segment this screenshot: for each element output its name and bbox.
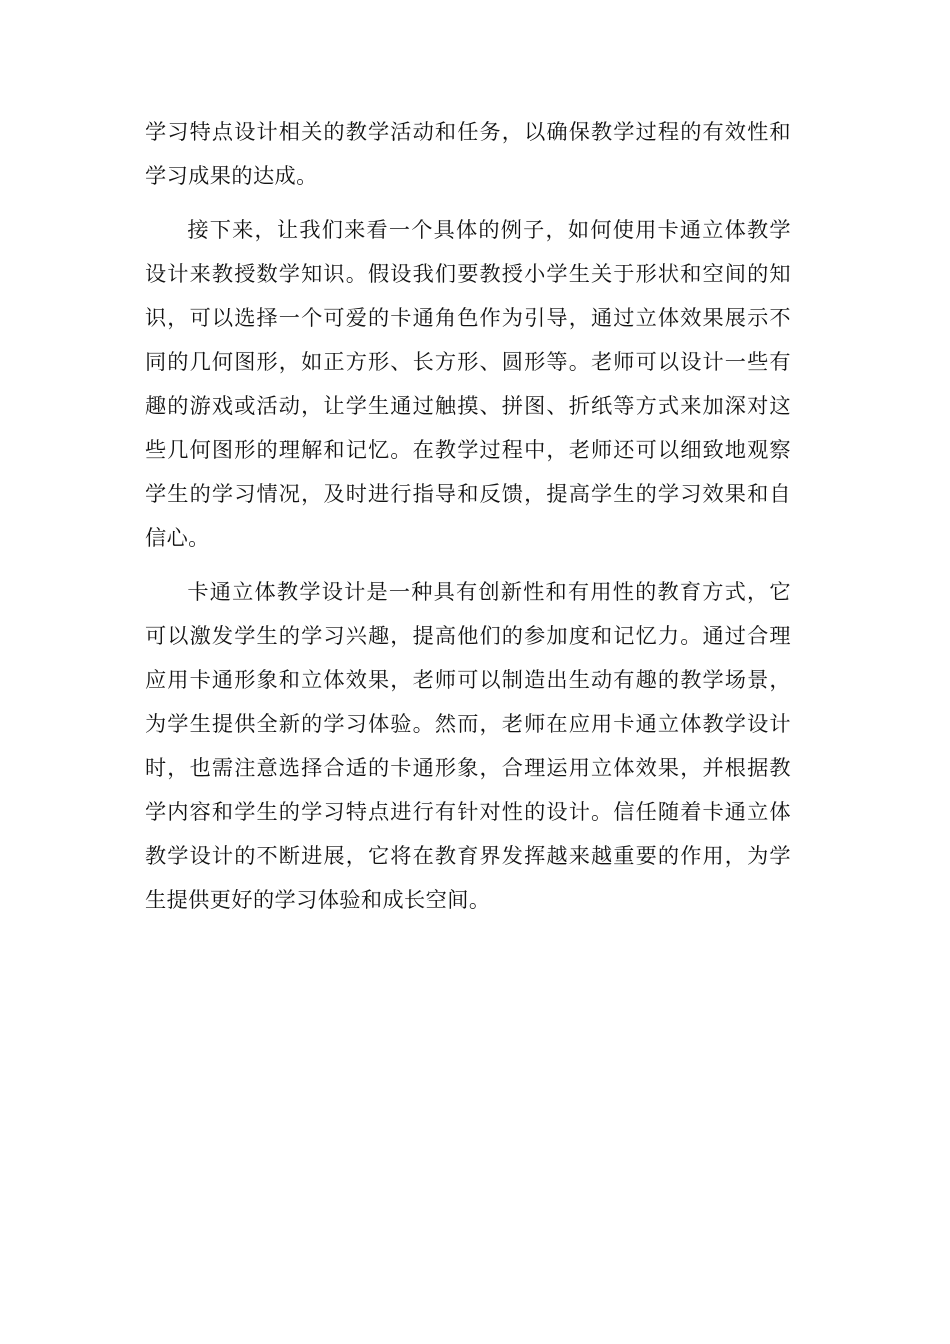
paragraph-example: 接下来，让我们来看一个具体的例子，如何使用卡通立体教学设计来教授数学知识。假设我们要教授小学生关于形状和空间的知识，可以选择一个可爱的卡通角色作为引导，通过立体效果展示不同的几何图形，如正方形、长方形、圆形等。老师可以设计一些有趣的游戏或活动，让学生通过触摸、拼图、折纸等方式来加深对这些几何图形的理解和记忆。在教学过程中，老师还可以细致地观察学生的学习情况，及时进行指导和反馈，提高学生的学习效果和自信心。 bbox=[145, 217, 791, 550]
document-body bbox=[145, 110, 791, 932]
paragraph-continuation: 学习特点设计相关的教学活动和任务，以确保教学过程的有效性和学习成果的达成。 bbox=[145, 119, 791, 188]
paragraph-conclusion: 卡通立体教学设计是一种具有创新性和有用性的教育方式，它可以激发学生的学习兴趣，提高他们的参加度和记忆力。通过合理应用卡通形象和立体效果，老师可以制造出生动有趣的教学场景，为学生提供全新的学习体验。然而，老师在应用卡通立体教学设计时，也需注意选择合适的卡通形象，合理运用立体效果，并根据教学内容和学生的学习特点进行有针对性的设计。信任随着卡通立体教学设计的不断进展，它将在教育界发挥越来越重要的作用，为学生提供更好的学习体验和成长空间。 bbox=[145, 579, 791, 912]
